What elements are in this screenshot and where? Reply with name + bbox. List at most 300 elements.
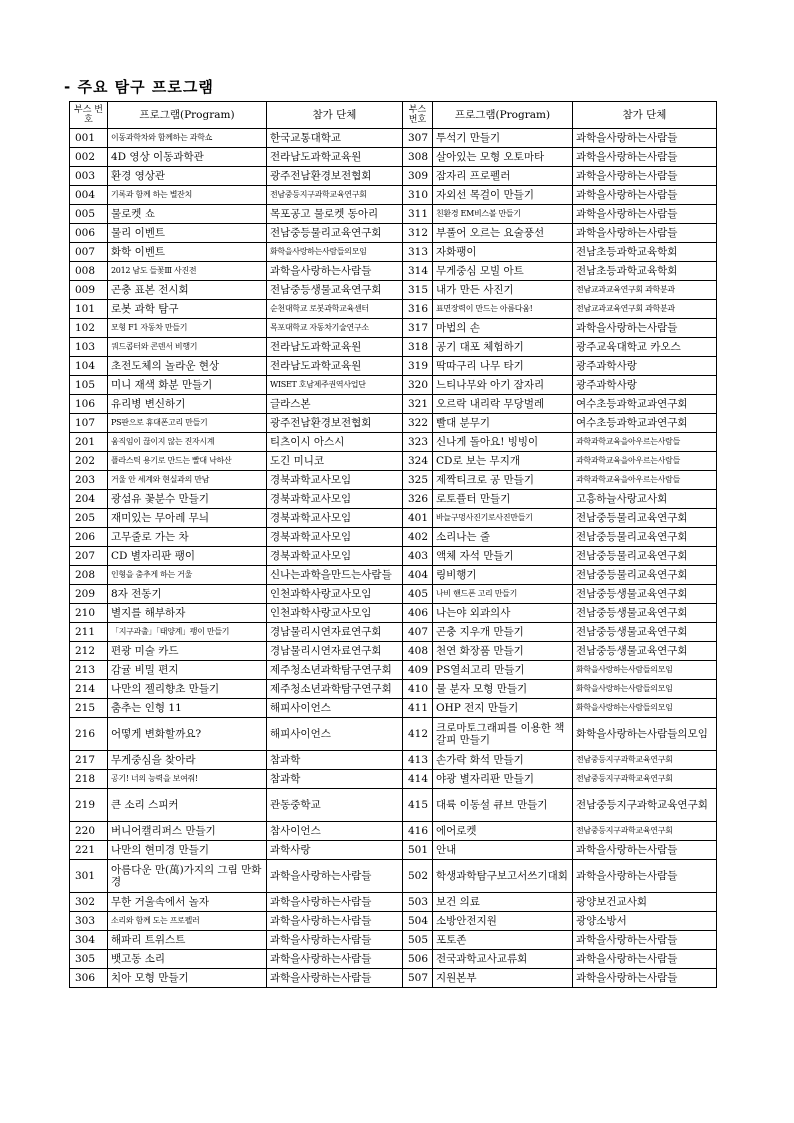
organization-cell: 전라남도과학교육원 bbox=[267, 338, 403, 357]
organization-cell: 전남중등지구과학교육연구회 bbox=[573, 822, 717, 841]
organization-cell: 과학을사랑하는사람들 bbox=[267, 969, 403, 988]
booth-number-cell: 402 bbox=[403, 528, 433, 547]
booth-number-cell: 004 bbox=[70, 186, 108, 205]
organization-cell: 전남중등지구과학교육연구회 bbox=[573, 751, 717, 770]
table-row bbox=[70, 547, 717, 566]
program-cell: 보건 의료 bbox=[433, 893, 573, 912]
booth-number-cell: 214 bbox=[70, 680, 108, 699]
table-row bbox=[70, 912, 717, 931]
booth-number-cell: 505 bbox=[403, 931, 433, 950]
table-row bbox=[70, 338, 717, 357]
program-cell: 곤충 표본 전시회 bbox=[108, 281, 267, 300]
booth-number-cell: 206 bbox=[70, 528, 108, 547]
table-row bbox=[70, 931, 717, 950]
booth-number-cell: 008 bbox=[70, 262, 108, 281]
booth-number-cell: 216 bbox=[70, 718, 108, 751]
organization-cell: 과학을사랑하는사람들 bbox=[267, 893, 403, 912]
organization-cell: 관동중학교 bbox=[267, 789, 403, 822]
booth-number-cell: 301 bbox=[70, 860, 108, 893]
program-cell: 지원본부 bbox=[433, 969, 573, 988]
organization-cell: 광양소방서 bbox=[573, 912, 717, 931]
program-cell: 무한 거울속에서 놀자 bbox=[108, 893, 267, 912]
booth-number-cell: 211 bbox=[70, 623, 108, 642]
organization-cell: 참사이언스 bbox=[267, 822, 403, 841]
program-cell: 자화팽이 bbox=[433, 243, 573, 262]
booth-number-cell: 413 bbox=[403, 751, 433, 770]
booth-number-cell: 503 bbox=[403, 893, 433, 912]
program-cell: 8자 전동기 bbox=[108, 585, 267, 604]
organization-cell: 신나는과학을만드는사람들 bbox=[267, 566, 403, 585]
table-row bbox=[70, 319, 717, 338]
booth-number-cell: 501 bbox=[403, 841, 433, 860]
organization-cell: 전남중등생물교육연구회 bbox=[573, 585, 717, 604]
organization-cell: 인천과학사랑교사모임 bbox=[267, 604, 403, 623]
program-cell: 학생과학탐구보고서쓰기대회 bbox=[433, 860, 573, 893]
program-cell: 별지를 해부하자 bbox=[108, 604, 267, 623]
program-cell: 손가락 화석 만들기 bbox=[433, 751, 573, 770]
organization-cell: WISET 호남제주권역사업단 bbox=[267, 376, 403, 395]
table-row bbox=[70, 770, 717, 789]
booth-number-cell: 321 bbox=[403, 395, 433, 414]
table-row bbox=[70, 718, 717, 751]
booth-number-cell: 408 bbox=[403, 642, 433, 661]
booth-number-cell: 320 bbox=[403, 376, 433, 395]
organization-cell: 과학을사랑하는사람들 bbox=[267, 912, 403, 931]
booth-number-cell: 218 bbox=[70, 770, 108, 789]
booth-number-cell: 507 bbox=[403, 969, 433, 988]
table-row bbox=[70, 167, 717, 186]
organization-cell: 전남중등생물교육연구회 bbox=[267, 281, 403, 300]
organization-cell: 전라남도과학교육원 bbox=[267, 357, 403, 376]
table-row bbox=[70, 860, 717, 893]
program-cell: 나비 핸드폰 고리 만들기 bbox=[433, 585, 573, 604]
organization-cell: 과학을사랑하는사람들 bbox=[573, 186, 717, 205]
booth-number-cell: 104 bbox=[70, 357, 108, 376]
program-cell: 잠자리 프로펠러 bbox=[433, 167, 573, 186]
booth-number-cell: 102 bbox=[70, 319, 108, 338]
booth-number-cell: 202 bbox=[70, 452, 108, 471]
booth-number-cell: 406 bbox=[403, 604, 433, 623]
program-cell: 무게중심을 찾아라 bbox=[108, 751, 267, 770]
program-cell: 춤추는 인형 11 bbox=[108, 699, 267, 718]
organization-cell: 광주교육대학교 카오스 bbox=[573, 338, 717, 357]
organization-cell: 전남초등과학교육학회 bbox=[573, 243, 717, 262]
organization-cell: 과학을사랑하는사람들 bbox=[573, 931, 717, 950]
booth-number-cell: 317 bbox=[403, 319, 433, 338]
program-cell: 물리 이벤트 bbox=[108, 224, 267, 243]
booth-number-cell: 006 bbox=[70, 224, 108, 243]
program-cell: CD 별자리판 팽이 bbox=[108, 547, 267, 566]
program-cell: 치아 모형 만들기 bbox=[108, 969, 267, 988]
booth-number-cell: 303 bbox=[70, 912, 108, 931]
program-cell: 로봇 과학 탐구 bbox=[108, 300, 267, 319]
organization-cell: 화학을사랑하는사람들의모임 bbox=[573, 699, 717, 718]
organization-cell: 전남중등물리교육연구회 bbox=[573, 566, 717, 585]
program-cell: 물 분자 모형 만들기 bbox=[433, 680, 573, 699]
booth-number-cell: 414 bbox=[403, 770, 433, 789]
booth-number-cell: 003 bbox=[70, 167, 108, 186]
organization-cell: 경남물리시연자료연구회 bbox=[267, 642, 403, 661]
organization-cell: 광양보건교사회 bbox=[573, 893, 717, 912]
organization-cell: 과학사랑 bbox=[267, 841, 403, 860]
organization-cell: 여수초등과학교과연구회 bbox=[573, 395, 717, 414]
header-organization: 참가 단체 bbox=[267, 102, 403, 129]
program-cell: 나만의 젤리향초 만들기 bbox=[108, 680, 267, 699]
organization-cell: 목포대학교 자동차기술연구소 bbox=[267, 319, 403, 338]
table-row bbox=[70, 642, 717, 661]
table-row bbox=[70, 243, 717, 262]
booth-number-cell: 215 bbox=[70, 699, 108, 718]
booth-number-cell: 002 bbox=[70, 148, 108, 167]
table-body bbox=[70, 129, 717, 988]
booth-number-cell: 106 bbox=[70, 395, 108, 414]
table-row bbox=[70, 452, 717, 471]
program-cell: 바늘구멍사진기로사진만들기 bbox=[433, 509, 573, 528]
program-cell: 나는야 외과의사 bbox=[433, 604, 573, 623]
table-row bbox=[70, 395, 717, 414]
program-cell: 액체 자석 만들기 bbox=[433, 547, 573, 566]
booth-number-cell: 415 bbox=[403, 789, 433, 822]
booth-number-cell: 307 bbox=[403, 129, 433, 148]
table-row bbox=[70, 751, 717, 770]
organization-cell: 순천대학교 로봇과학교육센터 bbox=[267, 300, 403, 319]
header-program: 프로그램(Program) bbox=[108, 102, 267, 129]
organization-cell: 제주청소년과학탐구연구회 bbox=[267, 680, 403, 699]
organization-cell: 전남중등물리교육연구회 bbox=[573, 509, 717, 528]
organization-cell: 화학을사랑하는사람들의모임 bbox=[573, 680, 717, 699]
organization-cell: 과학을사랑하는사람들 bbox=[267, 950, 403, 969]
organization-cell: 과학을사랑하는사람들 bbox=[267, 931, 403, 950]
organization-cell: 과학을사랑하는사람들 bbox=[573, 969, 717, 988]
program-cell: 감귤 비밀 편지 bbox=[108, 661, 267, 680]
program-cell: OHP 전지 만들기 bbox=[433, 699, 573, 718]
program-cell: 버니어캘리퍼스 만들기 bbox=[108, 822, 267, 841]
booth-number-cell: 105 bbox=[70, 376, 108, 395]
program-cell: 플라스틱 용기로 만드는 빨대 낙하산 bbox=[108, 452, 267, 471]
booth-number-cell: 416 bbox=[403, 822, 433, 841]
table-row bbox=[70, 509, 717, 528]
booth-number-cell: 311 bbox=[403, 205, 433, 224]
program-cell: 무게중심 모빌 아트 bbox=[433, 262, 573, 281]
table-row bbox=[70, 528, 717, 547]
booth-number-cell: 304 bbox=[70, 931, 108, 950]
booth-number-cell: 302 bbox=[70, 893, 108, 912]
program-cell: 전국과학교사교류회 bbox=[433, 950, 573, 969]
organization-cell: 전남중등지구과학교육연구회 bbox=[573, 770, 717, 789]
organization-cell: 과학을사랑하는사람들 bbox=[573, 224, 717, 243]
program-cell: 느티나무와 아기 잠자리 bbox=[433, 376, 573, 395]
organization-cell: 고흥하늘사랑교사회 bbox=[573, 490, 717, 509]
program-table bbox=[69, 101, 717, 988]
program-cell: 편광 미술 카드 bbox=[108, 642, 267, 661]
booth-number-cell: 217 bbox=[70, 751, 108, 770]
organization-cell: 참과학 bbox=[267, 770, 403, 789]
program-cell: 로토플터 만들기 bbox=[433, 490, 573, 509]
booth-number-cell: 504 bbox=[403, 912, 433, 931]
program-cell: 큰 소리 스피커 bbox=[108, 789, 267, 822]
booth-number-cell: 204 bbox=[70, 490, 108, 509]
organization-cell: 제주청소년과학탐구연구회 bbox=[267, 661, 403, 680]
program-cell: 야광 별자리판 만들기 bbox=[433, 770, 573, 789]
booth-number-cell: 506 bbox=[403, 950, 433, 969]
booth-number-cell: 411 bbox=[403, 699, 433, 718]
program-cell: 대륙 이동설 큐브 만들기 bbox=[433, 789, 573, 822]
table-row bbox=[70, 129, 717, 148]
organization-cell: 한국교통대학교 bbox=[267, 129, 403, 148]
organization-cell: 글라스본 bbox=[267, 395, 403, 414]
program-cell: 살아있는 모형 오토마타 bbox=[433, 148, 573, 167]
organization-cell: 전남교과교육연구회 과학분과 bbox=[573, 300, 717, 319]
organization-cell: 전남중등생물교육연구회 bbox=[573, 604, 717, 623]
organization-cell: 과학을사랑하는사람들 bbox=[267, 860, 403, 893]
booth-number-cell: 213 bbox=[70, 661, 108, 680]
program-cell: 유리병 변신하기 bbox=[108, 395, 267, 414]
organization-cell: 광주과학사랑 bbox=[573, 357, 717, 376]
organization-cell: 과학을사랑하는사람들 bbox=[573, 148, 717, 167]
program-cell: 마법의 손 bbox=[433, 319, 573, 338]
organization-cell: 경북과학교사모임 bbox=[267, 509, 403, 528]
table-row bbox=[70, 789, 717, 822]
program-cell: 거울 안 세계와 현실과의 만남 bbox=[108, 471, 267, 490]
booth-number-cell: 107 bbox=[70, 414, 108, 433]
organization-cell: 전남중등생물교육연구회 bbox=[573, 642, 717, 661]
header-organization: 참가 단체 bbox=[573, 102, 717, 129]
organization-cell: 티츠이시 아스시 bbox=[267, 433, 403, 452]
organization-cell: 전남중등지구과학교육연구회 bbox=[573, 789, 717, 822]
organization-cell: 전남중등물리교육연구회 bbox=[267, 224, 403, 243]
program-cell: 포토존 bbox=[433, 931, 573, 950]
program-cell: 신나게 돌아요! 빙빙이 bbox=[433, 433, 573, 452]
table-row bbox=[70, 893, 717, 912]
organization-cell: 과학을사랑하는사람들 bbox=[573, 167, 717, 186]
table-row bbox=[70, 680, 717, 699]
program-cell: 부풀어 오르는 요술풍선 bbox=[433, 224, 573, 243]
organization-cell: 광주과학사랑 bbox=[573, 376, 717, 395]
program-cell: 4D 영상 이동과학관 bbox=[108, 148, 267, 167]
organization-cell: 참과학 bbox=[267, 751, 403, 770]
organization-cell: 과학을사랑하는사람들 bbox=[267, 262, 403, 281]
booth-number-cell: 404 bbox=[403, 566, 433, 585]
section-heading: - 주요 탐구 프로그램 bbox=[64, 78, 214, 96]
booth-number-cell: 313 bbox=[403, 243, 433, 262]
organization-cell: 여수초등과학교과연구회 bbox=[573, 414, 717, 433]
program-cell: 미니 재색 화분 만들기 bbox=[108, 376, 267, 395]
organization-cell: 과학과학교육을아우르는사람들 bbox=[573, 452, 717, 471]
booth-number-cell: 210 bbox=[70, 604, 108, 623]
program-cell: 천연 화장품 만들기 bbox=[433, 642, 573, 661]
program-cell: 투석기 만들기 bbox=[433, 129, 573, 148]
table-row bbox=[70, 224, 717, 243]
program-cell: 기록과 함께 하는 별잔치 bbox=[108, 186, 267, 205]
program-cell: 쿼드콥터와 콘덴서 비행기 bbox=[108, 338, 267, 357]
booth-number-cell: 103 bbox=[70, 338, 108, 357]
program-cell: 어떻게 변화할까요? bbox=[108, 718, 267, 751]
table-row bbox=[70, 357, 717, 376]
booth-number-cell: 308 bbox=[403, 148, 433, 167]
table-row bbox=[70, 566, 717, 585]
table-row bbox=[70, 281, 717, 300]
table-row bbox=[70, 414, 717, 433]
booth-number-cell: 312 bbox=[403, 224, 433, 243]
booth-number-cell: 319 bbox=[403, 357, 433, 376]
program-cell: 친환경 EM비스볼 만들기 bbox=[433, 205, 573, 224]
organization-cell: 전남중등지구과학교육연구회 bbox=[267, 186, 403, 205]
program-cell: 고무줄로 가는 차 bbox=[108, 528, 267, 547]
program-cell: 모형 F1 자동차 만들기 bbox=[108, 319, 267, 338]
booth-number-cell: 322 bbox=[403, 414, 433, 433]
organization-cell: 과학을사랑하는사람들 bbox=[573, 129, 717, 148]
organization-cell: 과학을사랑하는사람들 bbox=[573, 319, 717, 338]
booth-number-cell: 201 bbox=[70, 433, 108, 452]
program-cell: 2012 남도 들꽃Ⅲ 사진전 bbox=[108, 262, 267, 281]
organization-cell: 광주전남환경보전협회 bbox=[267, 414, 403, 433]
booth-number-cell: 001 bbox=[70, 129, 108, 148]
organization-cell: 전남초등과학교육학회 bbox=[573, 262, 717, 281]
organization-cell: 화학을사랑하는사람들의모임 bbox=[573, 718, 717, 751]
organization-cell: 전남중등물리교육연구회 bbox=[573, 547, 717, 566]
booth-number-cell: 326 bbox=[403, 490, 433, 509]
program-cell: 오르락 내리락 무당벌레 bbox=[433, 395, 573, 414]
table-row bbox=[70, 262, 717, 281]
booth-number-cell: 203 bbox=[70, 471, 108, 490]
organization-cell: 경북과학교사모임 bbox=[267, 471, 403, 490]
program-cell: 이동과학차와 함께하는 과학쇼 bbox=[108, 129, 267, 148]
booth-number-cell: 316 bbox=[403, 300, 433, 319]
organization-cell: 해피사이언스 bbox=[267, 699, 403, 718]
booth-number-cell: 405 bbox=[403, 585, 433, 604]
booth-number-cell: 314 bbox=[403, 262, 433, 281]
header-booth-number: 부스 번호 bbox=[70, 102, 108, 129]
program-cell: 크로마토그래피를 이용한 책갈피 만들기 bbox=[433, 718, 573, 751]
program-cell: 제짝티크로 공 만들기 bbox=[433, 471, 573, 490]
program-cell: 뱃고동 소리 bbox=[108, 950, 267, 969]
organization-cell: 과학과학교육을아우르는사람들 bbox=[573, 471, 717, 490]
program-cell: 빨대 분무기 bbox=[433, 414, 573, 433]
organization-cell: 과학을사랑하는사람들 bbox=[573, 841, 717, 860]
program-cell: 링비행기 bbox=[433, 566, 573, 585]
table-row bbox=[70, 433, 717, 452]
booth-number-cell: 209 bbox=[70, 585, 108, 604]
organization-cell: 과학과학교육을아우르는사람들 bbox=[573, 433, 717, 452]
program-cell: PS열쇠고리 만들기 bbox=[433, 661, 573, 680]
booth-number-cell: 323 bbox=[403, 433, 433, 452]
organization-cell: 인천과학사랑교사모임 bbox=[267, 585, 403, 604]
booth-number-cell: 205 bbox=[70, 509, 108, 528]
program-cell: 해파리 트위스트 bbox=[108, 931, 267, 950]
organization-cell: 전남중등물리교육연구회 bbox=[573, 528, 717, 547]
program-cell: 화학 이벤트 bbox=[108, 243, 267, 262]
booth-number-cell: 208 bbox=[70, 566, 108, 585]
program-cell: 공기! 너의 능력을 보여줘! bbox=[108, 770, 267, 789]
booth-number-cell: 221 bbox=[70, 841, 108, 860]
program-cell: 아름다운 만(萬)가지의 그림 만화경 bbox=[108, 860, 267, 893]
booth-number-cell: 318 bbox=[403, 338, 433, 357]
header-program: 프로그램(Program) bbox=[433, 102, 573, 129]
table-row bbox=[70, 822, 717, 841]
organization-cell: 경북과학교사모임 bbox=[267, 547, 403, 566]
booth-number-cell: 502 bbox=[403, 860, 433, 893]
program-cell: 안내 bbox=[433, 841, 573, 860]
program-cell: 광섬유 꽃분수 만들기 bbox=[108, 490, 267, 509]
booth-number-cell: 324 bbox=[403, 452, 433, 471]
booth-number-cell: 306 bbox=[70, 969, 108, 988]
table-row bbox=[70, 841, 717, 860]
program-cell: 에어로켓 bbox=[433, 822, 573, 841]
program-cell: 표면장력이 만드는 아름다움! bbox=[433, 300, 573, 319]
program-cell: 소방안전지원 bbox=[433, 912, 573, 931]
table-row bbox=[70, 376, 717, 395]
booth-number-cell: 207 bbox=[70, 547, 108, 566]
organization-cell: 도긴 미니코 bbox=[267, 452, 403, 471]
program-cell: 소리와 함께 도는 프로펠러 bbox=[108, 912, 267, 931]
booth-number-cell: 005 bbox=[70, 205, 108, 224]
header-booth-number: 부스 번호 bbox=[403, 102, 433, 129]
organization-cell: 전남중등생물교육연구회 bbox=[573, 623, 717, 642]
organization-cell: 전남교과교육연구회 과학분과 bbox=[573, 281, 717, 300]
program-cell: PS판으로 휴대폰고리 만들기 bbox=[108, 414, 267, 433]
table-row bbox=[70, 585, 717, 604]
table-row bbox=[70, 300, 717, 319]
table-row bbox=[70, 490, 717, 509]
table-row bbox=[70, 604, 717, 623]
program-cell: 움직임이 끊이지 않는 진자시계 bbox=[108, 433, 267, 452]
table-row bbox=[70, 699, 717, 718]
booth-number-cell: 309 bbox=[403, 167, 433, 186]
booth-number-cell: 407 bbox=[403, 623, 433, 642]
organization-cell: 경북과학교사모임 bbox=[267, 528, 403, 547]
program-cell: 「지구과출」「태양계」팽이 만들기 bbox=[108, 623, 267, 642]
table-row bbox=[70, 471, 717, 490]
program-cell: 내가 만든 사진기 bbox=[433, 281, 573, 300]
booth-number-cell: 410 bbox=[403, 680, 433, 699]
program-cell: 환경 영상관 bbox=[108, 167, 267, 186]
organization-cell: 광주전남환경보전협회 bbox=[267, 167, 403, 186]
program-cell: 물로켓 쇼 bbox=[108, 205, 267, 224]
booth-number-cell: 325 bbox=[403, 471, 433, 490]
organization-cell: 경북과학교사모임 bbox=[267, 490, 403, 509]
organization-cell: 목포공고 물로켓 동아리 bbox=[267, 205, 403, 224]
program-cell: 곤충 지우개 만들기 bbox=[433, 623, 573, 642]
booth-number-cell: 219 bbox=[70, 789, 108, 822]
booth-number-cell: 007 bbox=[70, 243, 108, 262]
organization-cell: 과학을사랑하는사람들 bbox=[573, 205, 717, 224]
organization-cell: 화학을사랑하는사람들의모임 bbox=[267, 243, 403, 262]
booth-number-cell: 403 bbox=[403, 547, 433, 566]
table-row bbox=[70, 205, 717, 224]
organization-cell: 과학을사랑하는사람들 bbox=[573, 860, 717, 893]
program-cell: 초전도체의 놀라운 현상 bbox=[108, 357, 267, 376]
organization-cell: 해피사이언스 bbox=[267, 718, 403, 751]
booth-number-cell: 101 bbox=[70, 300, 108, 319]
program-cell: 자외선 목걸이 만들기 bbox=[433, 186, 573, 205]
table-row bbox=[70, 950, 717, 969]
booth-number-cell: 305 bbox=[70, 950, 108, 969]
booth-number-cell: 212 bbox=[70, 642, 108, 661]
table-row bbox=[70, 186, 717, 205]
organization-cell: 경남물리시연자료연구회 bbox=[267, 623, 403, 642]
program-cell: 나만의 현미경 만들기 bbox=[108, 841, 267, 860]
booth-number-cell: 009 bbox=[70, 281, 108, 300]
table-row bbox=[70, 148, 717, 167]
program-cell: 딱따구리 나무 타기 bbox=[433, 357, 573, 376]
organization-cell: 전라남도과학교육원 bbox=[267, 148, 403, 167]
booth-number-cell: 401 bbox=[403, 509, 433, 528]
table-row bbox=[70, 661, 717, 680]
program-cell: 공기 대포 체험하기 bbox=[433, 338, 573, 357]
table-header-row bbox=[70, 102, 717, 129]
organization-cell: 과학을사랑하는사람들 bbox=[573, 950, 717, 969]
program-cell: 재미있는 무아레 무늬 bbox=[108, 509, 267, 528]
